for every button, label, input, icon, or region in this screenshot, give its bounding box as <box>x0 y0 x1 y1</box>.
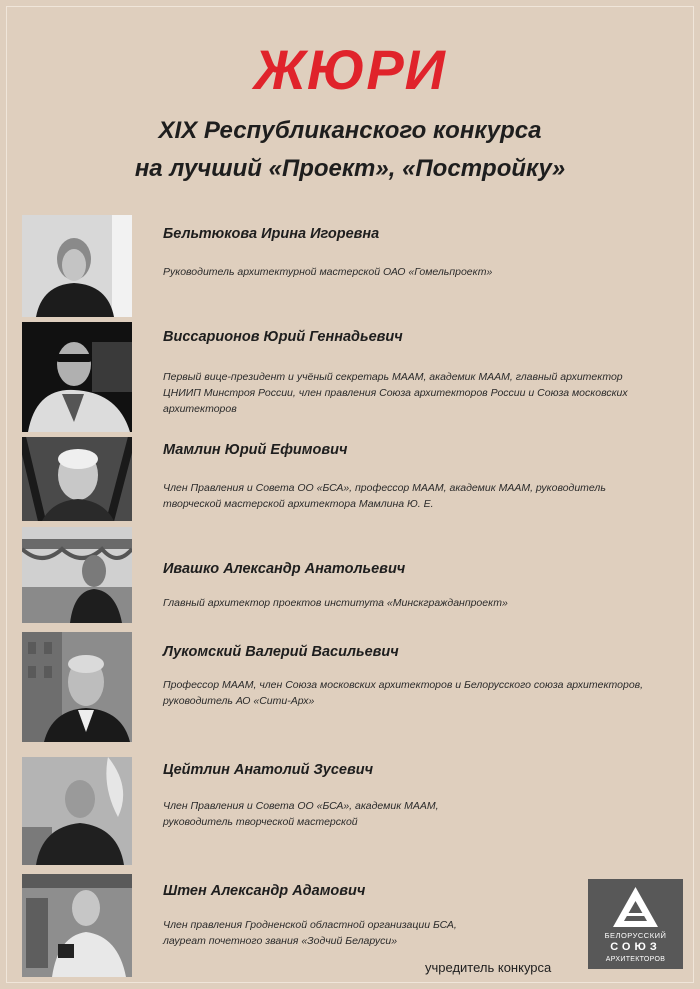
jury-photo-vissarionov <box>22 322 132 432</box>
page-title: ЖЮРИ <box>254 38 446 101</box>
jury-photo-shten <box>22 874 132 977</box>
jury-photo-mamlin <box>22 437 132 521</box>
jury-description: Член Правления и Совета ОО «БСА», академик МААМ, руководитель творческой мастерской <box>163 800 439 828</box>
jury-name: Цейтлин Анатолий Зусевич <box>163 762 374 778</box>
jury-photo-tseytlin <box>22 757 132 865</box>
jury-name: Бельтюкова Ирина Игоревна <box>163 226 380 242</box>
jury-description: Член правления Гродненской областной организации БСА, лауреат почетного звания «Зодчий Беларуси» <box>163 919 457 947</box>
logo-line-1: БЕЛОРУССКИЙ <box>604 931 667 940</box>
jury-description: Главный архитектор проектов института «Минскгражданпроект» <box>163 597 508 609</box>
logo-line-3: АРХИТЕКТОРОВ <box>605 956 666 963</box>
jury-photo-ivashko <box>22 527 132 623</box>
bsa-logo <box>588 879 683 969</box>
jury-photo-beltyukova <box>22 215 132 317</box>
jury-photo-lukomsky <box>22 632 132 742</box>
jury-name: Лукомский Валерий Васильевич <box>163 644 399 660</box>
jury-name: Штен Александр Адамович <box>163 883 366 899</box>
jury-name: Мамлин Юрий Ефимович <box>163 442 348 458</box>
subtitle-line-1: XIX Республиканского конкурса <box>158 117 542 144</box>
jury-description: Член Правления и Совета ОО «БСА», профессор МААМ, академик МААМ, руководитель творческой мастерской архитектора Мамлина Ю. Е. <box>163 482 606 510</box>
jury-description: Руководитель архитектурной мастерской ОАО «Гомельпроект» <box>163 266 493 278</box>
triangle-logo-icon <box>613 887 658 929</box>
jury-description: Первый вице-президент и учёный секретарь МААМ, академик МААМ, главный архитектор ЦНИИП Минстроя России, член правления Союза архитекторов России и Союза московских архитекторов <box>163 371 628 415</box>
logo-line-2: СОЮЗ <box>610 941 661 953</box>
subtitle-line-2: на лучший «Проект», «Постройку» <box>134 155 566 182</box>
jury-name: Ивашко Александр Анатольевич <box>163 561 406 577</box>
jury-name: Виссарионов Юрий Геннадьевич <box>163 329 403 345</box>
founder-label: учредитель конкурса <box>425 960 552 975</box>
jury-description: Профессор МААМ, член Союза московских архитекторов и Белорусского союза архитекторов, руководитель АО «Сити-Арх» <box>163 679 644 707</box>
